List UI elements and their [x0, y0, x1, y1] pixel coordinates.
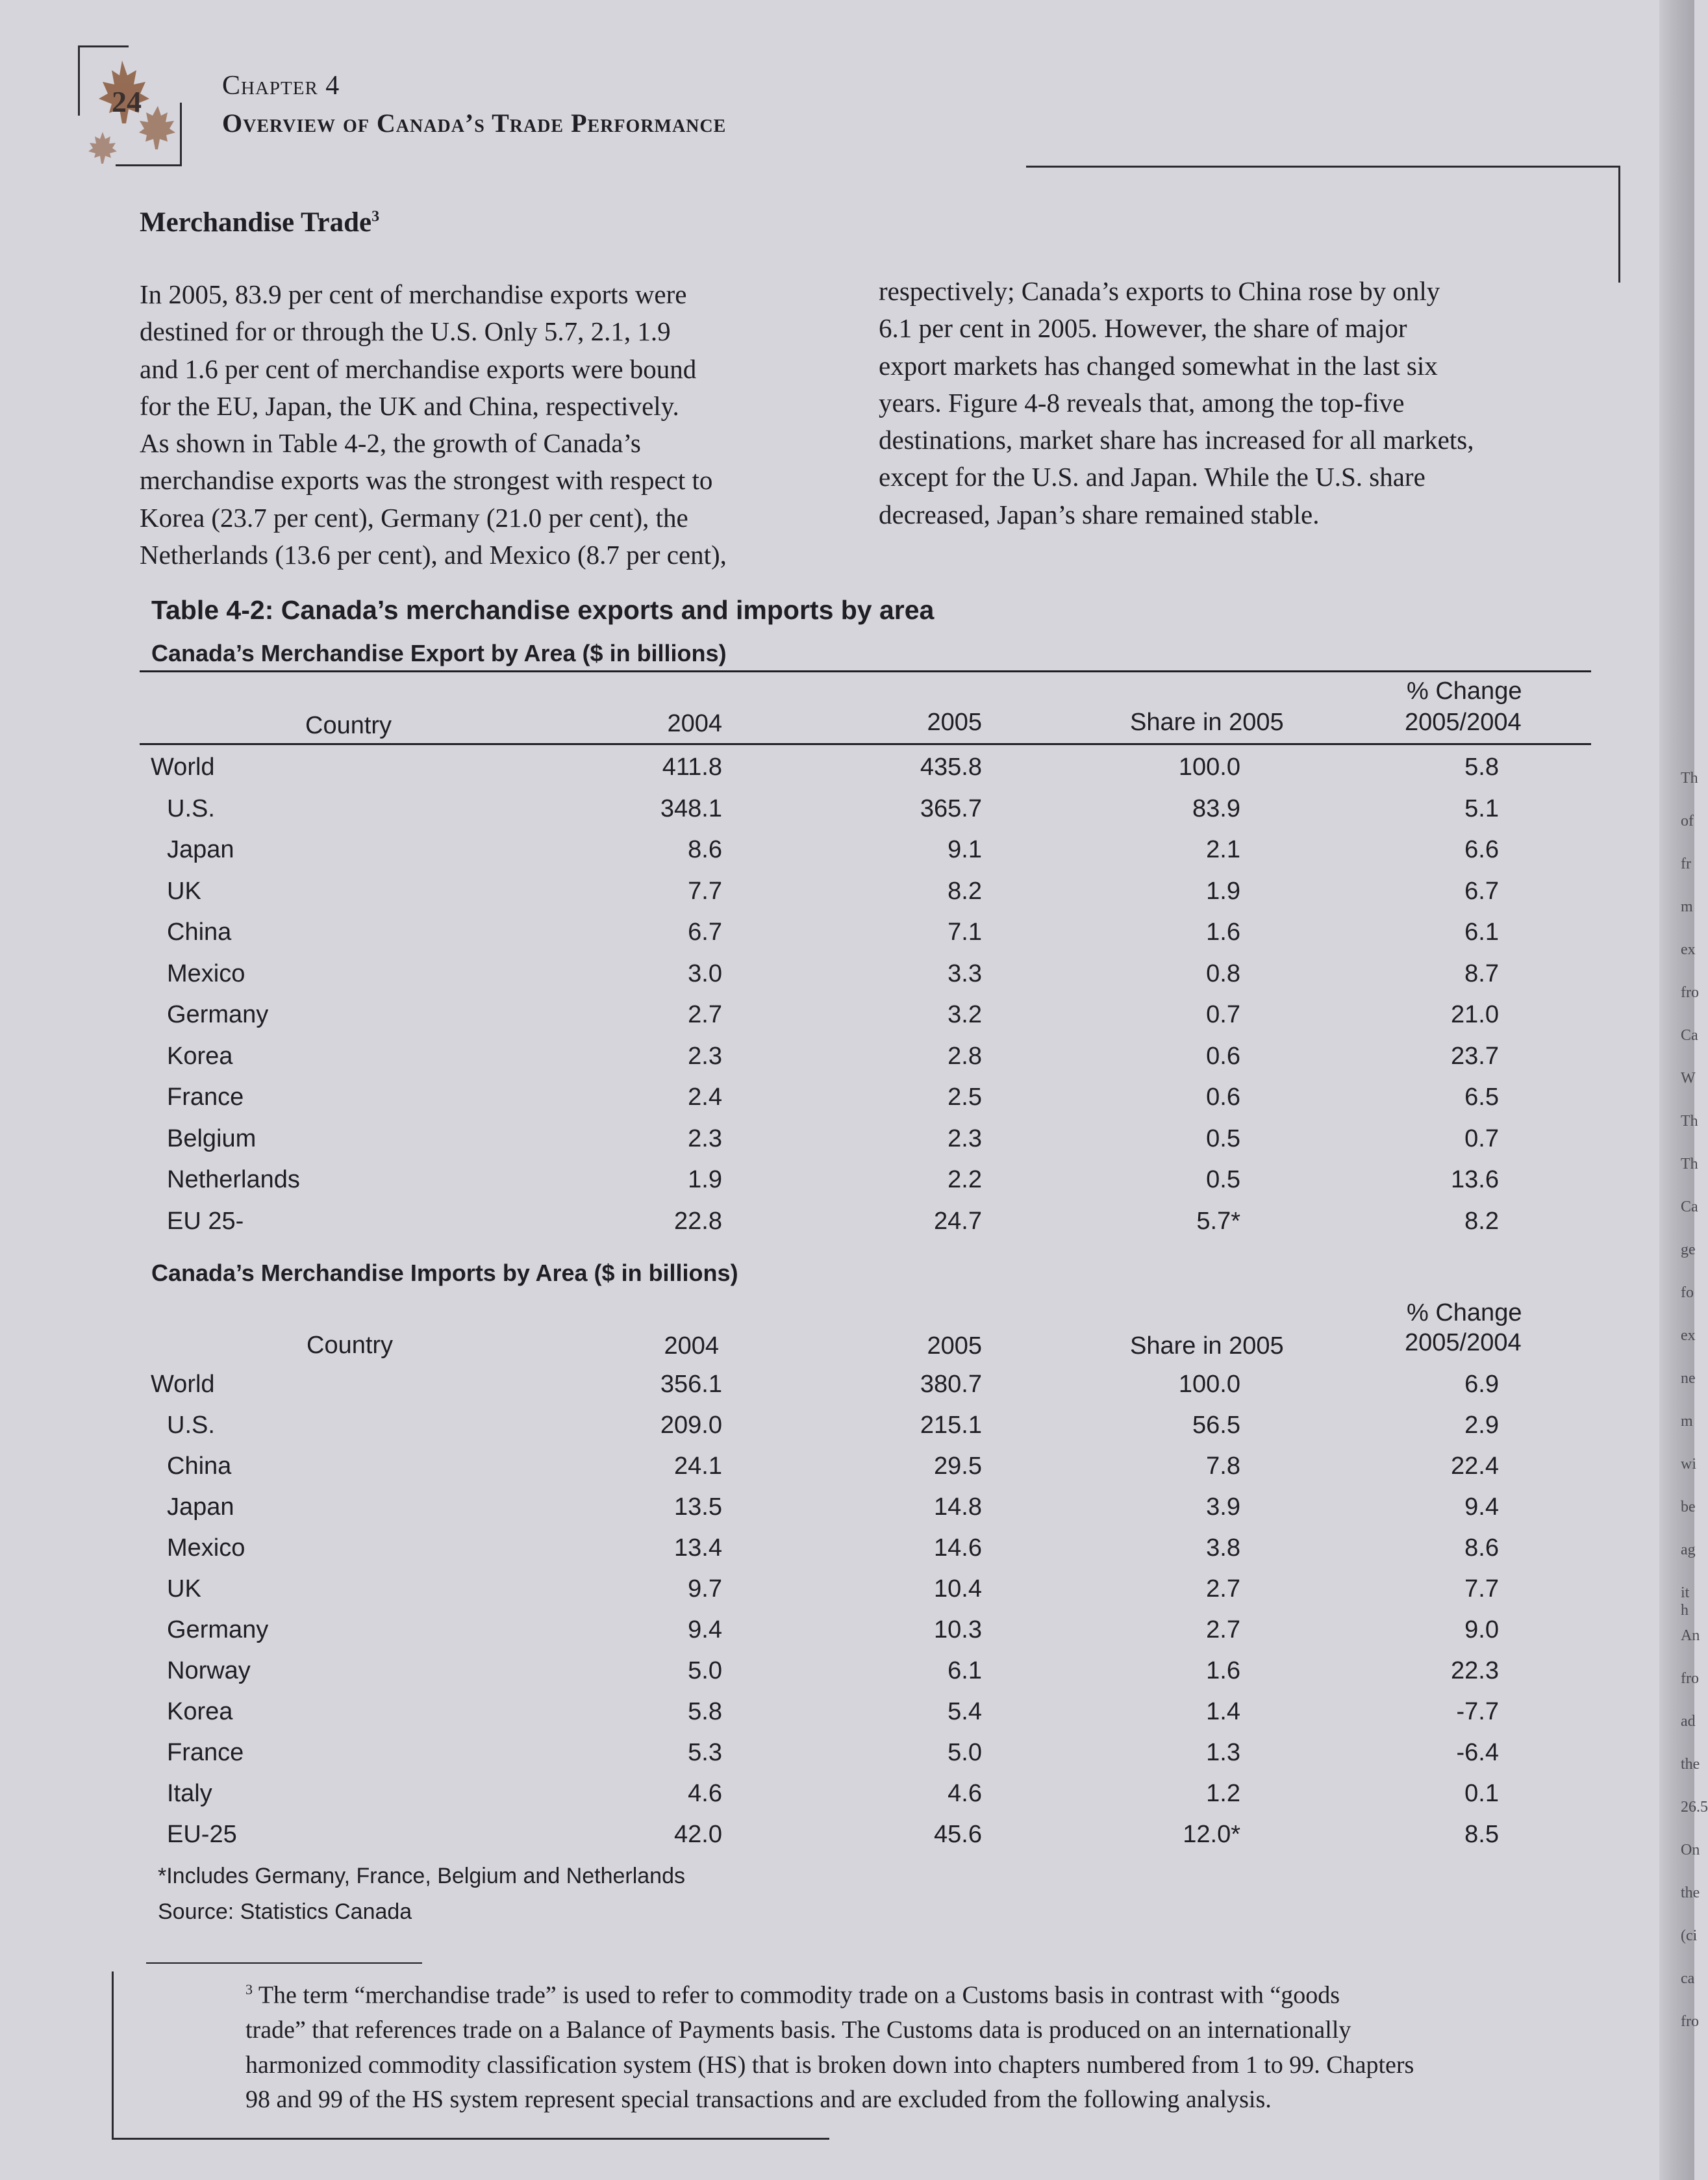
edge-fragment: ex — [1681, 941, 1696, 958]
exports-cell-change: 6.7 — [1464, 877, 1499, 905]
exports-cell-y2005: 2.8 — [948, 1042, 982, 1070]
exports-cell-change: 6.5 — [1464, 1084, 1499, 1111]
exports-header-country: Country — [305, 712, 392, 739]
text-line: years. Figure 4-8 reveals that, among the top-five — [879, 387, 1405, 418]
chapter-logo — [77, 44, 183, 168]
imports-cell-y2004: 9.7 — [688, 1575, 722, 1603]
body-right-column — [879, 273, 1580, 533]
exports-header-2004: 2004 — [667, 710, 722, 737]
exports-cell-share: 1.9 — [1206, 877, 1240, 905]
edge-fragment: ad — [1681, 1713, 1696, 1730]
exports-cell-y2004: 2.7 — [688, 1001, 722, 1028]
imports-cell-country: Germany — [167, 1616, 269, 1643]
edge-fragment: wi — [1681, 1456, 1696, 1473]
table-source: Source: Statistics Canada — [158, 1899, 412, 1924]
text-line: As shown in Table 4-2, the growth of Canada’s — [140, 428, 641, 459]
edge-fragment: m — [1681, 1413, 1693, 1430]
footnote-reference: 3 — [371, 208, 380, 225]
edge-fragment: ag — [1681, 1541, 1696, 1558]
imports-cell-y2005: 5.4 — [948, 1698, 982, 1725]
exports-header-change-2: 2005/2004 — [1405, 709, 1522, 736]
exports-cell-change: 6.1 — [1464, 919, 1499, 946]
imports-cell-country: Norway — [167, 1657, 251, 1684]
imports-cell-share: 100.0 — [1178, 1371, 1240, 1398]
imports-cell-y2004: 5.8 — [688, 1698, 722, 1725]
edge-fragment: be — [1681, 1499, 1696, 1515]
imports-cell-share: 2.7 — [1206, 1575, 1240, 1603]
imports-cell-y2004: 13.5 — [674, 1493, 722, 1521]
exports-cell-y2004: 2.3 — [688, 1042, 722, 1070]
header-rule-corner — [1618, 166, 1620, 283]
edge-fragment: fr — [1681, 856, 1691, 872]
exports-header-share: Share in 2005 — [1130, 709, 1284, 736]
imports-cell-country: China — [167, 1452, 232, 1480]
header-rule — [1026, 166, 1620, 168]
imports-cell-share: 56.5 — [1192, 1412, 1240, 1439]
text-line: except for the U.S. and Japan. While the U.S. share — [879, 462, 1425, 492]
footnote — [245, 1972, 1596, 2118]
exports-cell-share: 0.5 — [1206, 1166, 1240, 1193]
text-line: destinations, market share has increased for all markets, — [879, 425, 1474, 455]
exports-cell-share: 0.8 — [1206, 959, 1240, 987]
imports-cell-y2005: 215.1 — [920, 1412, 982, 1439]
edge-fragment: 26.5 — [1681, 1799, 1708, 1816]
table-title: Table 4-2: Canada’s merchandise exports and imports by area — [151, 595, 935, 625]
text-line: Netherlands (13.6 per cent), and Mexico (8.7 per cent), — [140, 540, 727, 570]
edge-fragment: the — [1681, 1884, 1700, 1901]
imports-cell-y2005: 29.5 — [934, 1452, 982, 1480]
exports-cell-y2005: 3.2 — [948, 1001, 982, 1028]
chapter-label: Chapter 4 — [222, 71, 340, 101]
imports-cell-country: Korea — [167, 1698, 233, 1725]
edge-fragment: ex — [1681, 1327, 1696, 1344]
exports-cell-change: 8.2 — [1464, 1207, 1499, 1235]
imports-cell-y2005: 14.6 — [934, 1534, 982, 1562]
text-line: for the EU, Japan, the UK and China, respectively. — [140, 390, 679, 421]
imports-subtitle: Canada’s Merchandise Imports by Area ($ in billions) — [151, 1260, 738, 1286]
exports-cell-change: 13.6 — [1451, 1166, 1499, 1193]
exports-cell-share: 0.5 — [1206, 1124, 1240, 1152]
edge-fragment: fo — [1681, 1284, 1694, 1301]
imports-cell-y2005: 14.8 — [934, 1493, 982, 1521]
exports-cell-share: 1.6 — [1206, 919, 1240, 946]
footnote-line: trade” that references trade on a Balance of Payments basis. The Customs data is produced on an internationally — [245, 2016, 1351, 2044]
section-heading-text: Merchandise Trade — [140, 207, 372, 238]
imports-cell-change: -6.4 — [1456, 1739, 1499, 1766]
imports-cell-y2004: 356.1 — [660, 1371, 722, 1398]
imports-cell-y2004: 5.0 — [688, 1657, 722, 1684]
section-heading — [140, 207, 379, 238]
imports-cell-change: 8.5 — [1464, 1821, 1499, 1848]
edge-fragment: fro — [1681, 2013, 1699, 2030]
text-line: Korea (23.7 per cent), Germany (21.0 per cent), the — [140, 502, 688, 533]
imports-cell-country: EU-25 — [167, 1821, 237, 1848]
imports-cell-y2005: 4.6 — [948, 1780, 982, 1807]
exports-top-rule — [140, 670, 1591, 672]
imports-cell-country: Japan — [167, 1493, 234, 1521]
exports-cell-change: 23.7 — [1451, 1042, 1499, 1070]
exports-cell-country: U.S. — [167, 794, 215, 822]
exports-cell-y2004: 3.0 — [688, 959, 722, 987]
exports-cell-y2004: 411.8 — [662, 754, 722, 781]
edge-fragment: m — [1681, 898, 1693, 915]
imports-cell-share: 3.8 — [1206, 1534, 1240, 1562]
exports-cell-change: 6.6 — [1464, 836, 1499, 863]
exports-cell-country: UK — [167, 877, 201, 905]
imports-cell-y2005: 45.6 — [934, 1821, 982, 1848]
imports-cell-y2005: 5.0 — [948, 1739, 982, 1766]
exports-cell-country: Korea — [167, 1042, 233, 1070]
exports-cell-change: 5.1 — [1464, 794, 1499, 822]
imports-cell-share: 1.2 — [1206, 1780, 1240, 1807]
footer-rule — [112, 2138, 829, 2140]
imports-cell-change: 0.1 — [1464, 1780, 1499, 1807]
exports-cell-country: World — [151, 754, 215, 781]
exports-cell-country: France — [167, 1084, 244, 1111]
imports-cell-change: 22.4 — [1451, 1452, 1499, 1480]
imports-cell-country: Italy — [167, 1780, 212, 1807]
imports-cell-share: 12.0* — [1183, 1821, 1240, 1848]
exports-cell-change: 0.7 — [1464, 1124, 1499, 1152]
exports-cell-y2005: 3.3 — [948, 959, 982, 987]
text-line: merchandise exports was the strongest with respect to — [140, 465, 713, 496]
exports-cell-share: 5.7* — [1196, 1207, 1240, 1235]
imports-cell-y2004: 9.4 — [688, 1616, 722, 1643]
exports-header-change-1: % Change — [1407, 678, 1522, 705]
imports-header-change-1: % Change — [1407, 1299, 1522, 1326]
imports-header-share: Share in 2005 — [1130, 1332, 1284, 1360]
imports-cell-y2005: 6.1 — [948, 1657, 982, 1684]
imports-cell-y2004: 209.0 — [660, 1412, 722, 1439]
exports-cell-change: 5.8 — [1464, 754, 1499, 781]
imports-cell-y2004: 4.6 — [688, 1780, 722, 1807]
edge-fragment: ne — [1681, 1370, 1696, 1387]
text-line: export markets has changed somewhat in the last six — [879, 350, 1438, 381]
exports-cell-y2005: 8.2 — [948, 877, 982, 905]
edge-fragment: On — [1681, 1842, 1700, 1858]
text-line: 6.1 per cent in 2005. However, the share of major — [879, 313, 1407, 344]
edge-fragment: of — [1681, 813, 1694, 830]
imports-cell-change: 9.4 — [1464, 1493, 1499, 1521]
text-line: decreased, Japan’s share remained stable. — [879, 499, 1320, 529]
exports-cell-y2004: 348.1 — [660, 794, 722, 822]
imports-cell-share: 1.4 — [1206, 1698, 1240, 1725]
edge-fragment: Th — [1681, 1113, 1698, 1130]
exports-cell-y2004: 7.7 — [688, 877, 722, 905]
edge-fragment: fro — [1681, 984, 1699, 1001]
exports-cell-country: Belgium — [167, 1124, 257, 1152]
text-line: and 1.6 per cent of merchandise exports were bound — [140, 353, 697, 384]
imports-cell-change: 7.7 — [1464, 1575, 1499, 1603]
page-number: 24 — [112, 85, 142, 118]
exports-cell-y2005: 9.1 — [948, 836, 982, 863]
edge-fragment: fro — [1681, 1670, 1699, 1687]
exports-cell-share: 2.1 — [1206, 836, 1240, 863]
edge-fragment: Th — [1681, 1156, 1698, 1172]
edge-fragment: Th — [1681, 770, 1698, 787]
exports-cell-y2005: 7.1 — [948, 919, 982, 946]
exports-cell-country: Japan — [167, 836, 234, 863]
exports-cell-y2005: 435.8 — [920, 754, 982, 781]
imports-cell-y2005: 10.3 — [934, 1616, 982, 1643]
imports-cell-change: 2.9 — [1464, 1412, 1499, 1439]
imports-cell-share: 2.7 — [1206, 1616, 1240, 1643]
edge-fragment: ca — [1681, 1970, 1695, 1987]
edge-fragment: An — [1681, 1627, 1700, 1644]
exports-cell-share: 0.6 — [1206, 1084, 1240, 1111]
imports-cell-country: Mexico — [167, 1534, 245, 1562]
imports-header-country: Country — [307, 1332, 394, 1359]
imports-cell-y2004: 42.0 — [674, 1821, 722, 1848]
text-line: respectively; Canada’s exports to China rose by only — [879, 276, 1440, 306]
exports-cell-y2004: 22.8 — [674, 1207, 722, 1235]
footnote-line: The term “merchandise trade” is used to refer to commodity trade on a Customs basis in contrast with “goods — [253, 1981, 1340, 2009]
exports-cell-change: 21.0 — [1451, 1001, 1499, 1028]
imports-cell-change: 6.9 — [1464, 1371, 1499, 1398]
exports-cell-y2005: 365.7 — [920, 794, 982, 822]
exports-cell-y2004: 8.6 — [688, 836, 722, 863]
footnote-line: 98 and 99 of the HS system represent special transactions and are excluded from the following analysis. — [245, 2086, 1272, 2114]
imports-cell-share: 1.3 — [1206, 1739, 1240, 1766]
imports-cell-country: U.S. — [167, 1412, 215, 1439]
edge-fragment: (ci — [1681, 1927, 1698, 1944]
imports-cell-y2005: 10.4 — [934, 1575, 982, 1603]
footnote-rule — [146, 1962, 422, 1964]
exports-cell-share: 0.6 — [1206, 1042, 1240, 1070]
exports-cell-country: China — [167, 919, 232, 946]
exports-cell-y2005: 2.2 — [948, 1166, 982, 1193]
exports-cell-share: 100.0 — [1178, 754, 1240, 781]
imports-cell-share: 3.9 — [1206, 1493, 1240, 1521]
exports-cell-y2004: 6.7 — [688, 919, 722, 946]
exports-cell-y2005: 2.5 — [948, 1084, 982, 1111]
text-line: In 2005, 83.9 per cent of merchandise exports were — [140, 279, 687, 309]
imports-cell-y2004: 5.3 — [688, 1739, 722, 1766]
exports-cell-y2004: 2.4 — [688, 1084, 722, 1111]
imports-cell-share: 7.8 — [1206, 1452, 1240, 1480]
footnote-number: 3 — [245, 1981, 253, 1997]
edge-fragment: the — [1681, 1756, 1700, 1773]
edge-fragment: it h — [1681, 1584, 1690, 1619]
exports-cell-country: Germany — [167, 1001, 269, 1028]
exports-header-rule — [140, 743, 1591, 745]
exports-cell-y2004: 1.9 — [688, 1166, 722, 1193]
imports-cell-change: -7.7 — [1456, 1698, 1499, 1725]
edge-fragment: Ca — [1681, 1198, 1698, 1215]
exports-cell-country: Netherlands — [167, 1166, 300, 1193]
exports-cell-change: 8.7 — [1464, 959, 1499, 987]
exports-subtitle: Canada’s Merchandise Export by Area ($ in billions) — [151, 640, 727, 666]
imports-cell-change: 22.3 — [1451, 1657, 1499, 1684]
imports-cell-y2005: 380.7 — [920, 1371, 982, 1398]
footer-rule-corner — [112, 1971, 114, 2139]
footnote-line: harmonized commodity classification system (HS) that is broken down into chapters numbered from 1 to 99. Chapters — [245, 2051, 1414, 2079]
body-left-column — [140, 276, 841, 574]
imports-cell-y2004: 13.4 — [674, 1534, 722, 1562]
exports-cell-share: 83.9 — [1192, 794, 1240, 822]
exports-header-2005: 2005 — [927, 709, 982, 736]
chapter-title: Overview of Canada’s Trade Performance — [222, 108, 727, 138]
imports-header-2005: 2005 — [927, 1332, 982, 1360]
edge-fragment: W — [1681, 1070, 1696, 1087]
exports-cell-country: EU 25- — [167, 1207, 244, 1235]
imports-cell-change: 8.6 — [1464, 1534, 1499, 1562]
imports-cell-share: 1.6 — [1206, 1657, 1240, 1684]
imports-cell-country: France — [167, 1739, 244, 1766]
imports-cell-change: 9.0 — [1464, 1616, 1499, 1643]
exports-cell-share: 0.7 — [1206, 1001, 1240, 1028]
exports-cell-y2005: 24.7 — [934, 1207, 982, 1235]
exports-cell-y2005: 2.3 — [948, 1124, 982, 1152]
exports-cell-y2004: 2.3 — [688, 1124, 722, 1152]
imports-header-change-2: 2005/2004 — [1405, 1329, 1522, 1356]
edge-fragment: ge — [1681, 1241, 1696, 1258]
imports-header-2004: 2004 — [664, 1332, 719, 1360]
imports-cell-y2004: 24.1 — [674, 1452, 722, 1480]
exports-cell-country: Mexico — [167, 959, 245, 987]
table-note: *Includes Germany, France, Belgium and Netherlands — [158, 1864, 685, 1888]
text-line: destined for or through the U.S. Only 5.7, 2.1, 1.9 — [140, 316, 671, 347]
edge-fragment: Ca — [1681, 1027, 1698, 1044]
imports-cell-country: UK — [167, 1575, 201, 1603]
imports-cell-country: World — [151, 1371, 215, 1398]
